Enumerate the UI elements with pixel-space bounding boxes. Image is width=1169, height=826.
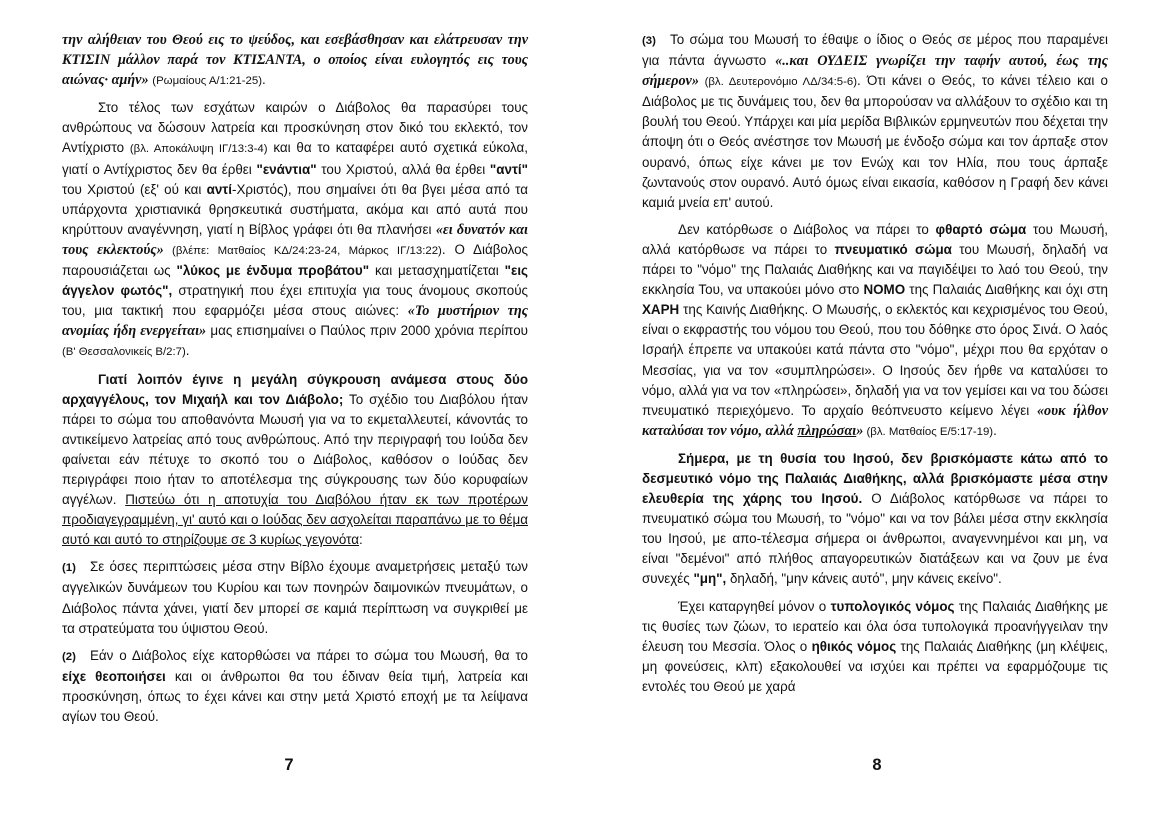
text: . Ο Διάβολος παρουσιάζεται ως: [62, 241, 528, 279]
text: Ο Διάβολος κατόρθωσε να πάρει το πνευματικό σώμα του Μωυσή, το "νόμο" και να τον βάλει μέσα στην εκκλησία του Ιησού, με απο-τέλεσμα σήμερα οι άνθρωποι, αναγεννημένοι και μη, να είναι "δεμένοι" από πλήθος απαγορευτικών διατάξεων και να ζουν με ένα συνεχές: [642, 491, 1109, 587]
text: της Παλαιάς Διαθήκης με τις θυσίες των ζώων, το ιερατείο και όλα όσα τυπολογικά προανήγγειλαν την έλευση του Μεσσία. Όλος ο: [642, 598, 1108, 654]
text: του Χριστού, αλλά θα έρθει: [316, 161, 490, 177]
page-left-text: [62, 30, 528, 727]
bold-term: ΧΑΡΗ: [642, 302, 680, 318]
paragraph-spiritual-body: [642, 220, 1108, 442]
paragraph-romans-quote: [62, 30, 528, 91]
bold-statement: Σήμερα, με τη θυσία του Ιησού, δεν βρισκόμαστε κάτω από το δεσμευτικό νόμο της Παλαιάς Διαθήκης, αλλά βρισκόμαστε μέσα στην ελευθερία της χάρης του Ιησού.: [642, 450, 1108, 507]
quote-romans: την αλήθειαν του Θεού εις το ψεύδος, και εσεβάσθησαν και ελάτρευσαν την ΚΤΙΣΙΝ μάλλον παρά τον ΚΤΙΣΑΝΤΑ, ο οποίος είναι ευλογητός εις τους αιώνας· αμήν»: [62, 32, 528, 89]
item-number: (2): [62, 650, 76, 663]
ref-thessalonians: (Β' Θεσσαλονικείς Β/2:7): [62, 346, 186, 359]
paragraph-conflict: [62, 370, 528, 551]
bold-term: "λύκος με ένδυμα προβάτου": [176, 263, 370, 279]
text: του Μωυσή, αλλά κατόρθωσε να πάρει το: [642, 221, 1108, 257]
bold-term: αντί: [206, 181, 233, 197]
bold-term: ΝΟΜΟ: [863, 282, 906, 298]
quote-mystery: «Το μυστήριον της ανομίας ήδη ενεργείται»: [62, 303, 528, 340]
text: του Μωυσή, δηλαδή να πάρει το "νόμο" της Παλαιάς Διαθήκης και να παγιδέψει το λαό του Θεού, την εκκλησία Του, να υπακούει μόνο στο: [642, 241, 1109, 298]
bold-term: "ενάντια": [256, 161, 317, 177]
item-text: Σε όσες περιπτώσεις μέσα στην Βίβλο έχουμε αναμετρήσεις μεταξύ των αγγελικών δυνάμεων του Κυρίου και των πονηρών δαιμονικών πνευμάτων, ο Διάβολος πάντα χάνει, γιατί δεν μπορεί σε καμιά περίπτωση να συγκριθεί με τα στρατεύματα του ύψιστου Θεού.: [62, 559, 528, 636]
page-left: [62, 30, 528, 820]
text: της Καινής Διαθήκης. Ο Μωυσής, ο εκλεκτός και κεχρισμένος του Θεού, είναι ο εκφραστής του νόμου του Θεού, που του δόθηκε στο όρος Σινά. Ο λαός Ισραήλ έπρεπε να υπακούει κατά πάντα στο "νόμο", μέχρι που θα ερχόταν ο Μεσσίας, για να τον «συμπληρώσει». Ο Ιησούς δεν ήρθε να καταλύσει το νόμο, αλλά για να τον «πληρώσει», δηλαδή για να τον γεμίσει και να του δώσει πνευματικό περιεχόμενο. Το αρχαίο θεόπνευστο κείμενο λέγει: [642, 302, 1108, 418]
list-item-1: [62, 557, 528, 638]
paragraph-antichrist: [62, 98, 528, 362]
quote-underlined-word: πληρώσαι: [797, 422, 857, 439]
page-right-text: [642, 30, 1108, 697]
ref-matthew: (βλ. Ματθαίος Ε/5:17-19): [863, 425, 994, 438]
bold-term: φθαρτό σώμα: [935, 221, 1027, 237]
quote-close: »: [856, 422, 864, 439]
punct: .: [262, 72, 266, 88]
page-number-left: 7: [284, 756, 294, 774]
text: της Παλαιάς Διαθήκης και όχι στη: [905, 282, 1108, 298]
text: του Χριστού (εξ' ού και: [62, 181, 207, 197]
bold-term: είχε θεοποιήσει: [62, 668, 166, 684]
text: Στο τέλος των εσχάτων καιρών ο Διάβολος θα παρασύρει τους ανθρώπους να δώσουν λατρεία και προσκύνηση στον δικό του εκλεκτό, τον Αντίχριστο: [62, 100, 528, 156]
quote-deuteronomy: «..και ΟΥΔΕΙΣ γνωρίζει την ταφήν αυτού, έως της σήμερον»: [642, 53, 1108, 90]
text: στρατηγική που έχει επιτυχία για τους άνομους σκοπούς του, μια τακτική που εφαρμόζει μέσα στους αιώνες:: [62, 283, 528, 319]
quote-elect: «ει δυνατόν και τους εκλεκτούς»: [62, 221, 528, 258]
text: μας επισημαίνει ο Παύλος πριν 2000 χρόνια περίπου: [206, 323, 528, 339]
ref-matthew-mark: (βλέπε: Ματθαίος ΚΔ/24:23-24, Μάρκος ΙΓ/13:22): [163, 244, 442, 257]
bold-question: Γιατί λοιπόν έγινε η μεγάλη σύγκρουση ανάμεσα στους δύο αρχαγγέλους, τον Μιχαήλ και τον Διάβολο;: [62, 371, 528, 407]
bold-term: πνευματικό σώμα: [834, 241, 952, 257]
quote-matthew: «ουκ ήλθον καταλύσαι τον νόμο, αλλά: [642, 402, 1108, 439]
item-number: (3): [642, 35, 656, 47]
ref-revelation: (βλ. Αποκάλυψη ΙΓ/13:3-4): [129, 143, 268, 156]
text: .: [993, 422, 997, 438]
ref-deuteronomy: (βλ. Δευτερονόμιο ΛΔ/34:5-6): [698, 76, 858, 89]
bold-term: "εις άγγελον φωτός",: [62, 263, 528, 299]
text: Έχει καταργηθεί μόνον ο: [678, 598, 831, 614]
text: και θα το καταφέρει αυτό σχετικά εύκολα, γιατί ο Αντίχριστος δεν θα έρθει: [62, 140, 528, 177]
text: .: [185, 343, 190, 359]
list-item-2: [62, 646, 528, 727]
item-text: Το σώμα του Μωυσή το έθαψε ο ίδιος ο Θεός σε μέρος που παραμένει για πάντα άγνωστο: [642, 32, 1108, 69]
text: Το σχέδιο του Διαβόλου ήταν πάρει το σώμα του αποθανόντα Μωυσή για να το εκμεταλλευτεί, κάνοντάς το αντικείμενο λατρείας από τους ανθρώπους. Από την περιγραφή του Ιούδα δεν φαίνεται εάν πέτυχε το σκοπό του ο Διάβολος, καθόσον ο Ιούδας δεν περιγράφει ποιο ήταν το αποτέλεσμα της σύγκρουσης των δύο κορυφαίων αγγέλων.: [62, 391, 528, 508]
item-text: . Ότι κάνει ο Θεός, το κάνει τέλειο και ο Διάβολος με τις δυνάμεις του, δεν θα μπορούσαν να αλλάξουν το σχέδιο και τη βουλή του Θεού. Υπάρχει και μία μερίδα Βιβλικών ερμηνευτών που δέχεται την άποψη ότι ο Θεός ανέστησε τον Μωυσή με ένδοξο σώμα και τον άρπαξε στον ουρανό, όπως είχε κάνει με τον Ενώχ και τον Ηλία, που τους άρπαξε ζωντανούς στον ουρανό. Αυτό όμως είναι εικασία, καθόσον η Γραφή δεν κάνει καμιά μνεία επ' αυτού.: [642, 73, 1108, 210]
ref-romans: (Ρωμαίους Α/1:21-25): [152, 75, 263, 88]
paragraph-freedom-grace: [642, 449, 1108, 590]
bold-term: "μη",: [693, 571, 727, 587]
text: και μετασχηματίζεται: [369, 263, 505, 279]
underlined-text: Πιστεύω ότι η αποτυχία του Διαβόλου ήταν εκ των προτέρων προδιαγεγραμμένη, γι' αυτό και ο Ιούδας δεν ασχολείται παραπάνω με το θέμα αυτό και αυτό το στηρίζουμε σε 3 κυρίως γεγονότα: [62, 492, 528, 548]
item-text: Εάν ο Διάβολος είχε κατορθώσει να πάρει το σώμα του Μωυσή, θα το: [90, 647, 528, 663]
bold-term: "αντί": [489, 161, 528, 177]
text: δηλαδή, "μην κάνεις αυτό", μην κάνεις εκείνο".: [726, 571, 1002, 587]
bold-term: τυπολογικός νόμος: [830, 598, 955, 614]
punct: :: [359, 532, 363, 548]
bold-term: ηθικός νόμος: [811, 638, 897, 654]
item-number: (1): [62, 562, 76, 575]
text: -Χριστός), που σημαίνει ότι θα βγει μέσα από τα υπάρχοντα χριστιανικά θρησκευτικά συστήματα, ακόμα και από αυτά που κηρύττουν αναγέννηση, γιατί η Βίβλος γράφει ότι θα πλανήσει: [62, 181, 528, 237]
list-item-3: [642, 30, 1108, 213]
item-text: και οι άνθρωποι θα του έδιναν θεία τιμή, λατρεία και προσκύνηση, όπως το έχει κάνει και στην μετά Χριστό εποχή με τα λείψανα αγίων του Θεού.: [62, 668, 528, 724]
text: της Παλαιάς Διαθήκης (μη κλέψεις, μη φονεύσεις, κλπ) εξακολουθεί να ισχύει και πρέπει να εφαρμόζουμε τις εντολές του Θεού με χαρά: [642, 638, 1108, 694]
page-number-right: 8: [872, 756, 882, 774]
paragraph-moral-law: [642, 597, 1108, 697]
text: Δεν κατόρθωσε ο Διάβολος να πάρει το: [678, 221, 936, 237]
page-right: [642, 30, 1108, 820]
